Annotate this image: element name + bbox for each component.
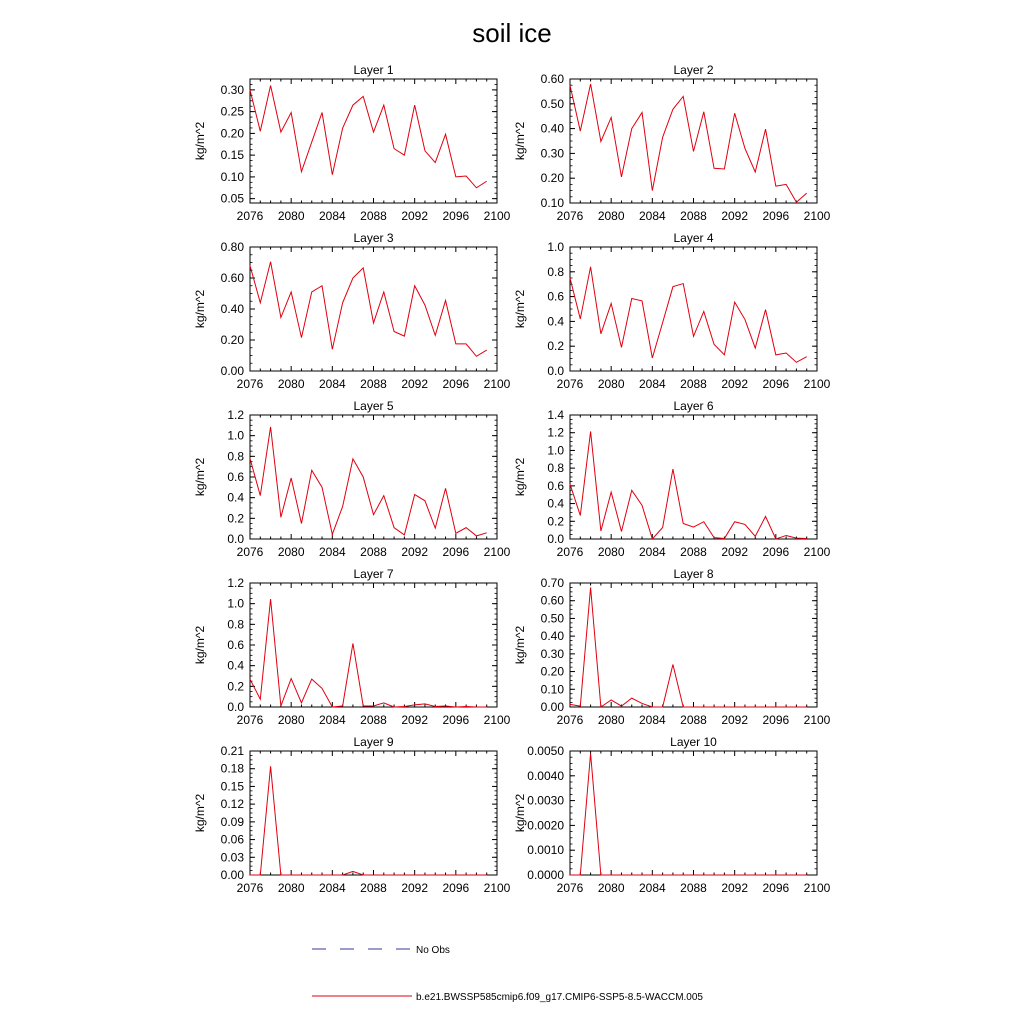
panel-grid: [193, 63, 831, 895]
x-tick-label: 2076: [556, 377, 584, 391]
panel-title: Layer 3: [353, 231, 394, 245]
y-axis-label: kg/m^2: [513, 793, 527, 833]
series-line: [250, 599, 487, 707]
x-tick-label: 2076: [556, 209, 584, 223]
x-tick-label: 2076: [236, 713, 264, 727]
y-tick-label: 0.0030: [527, 793, 564, 808]
y-tick-label: 0.8: [227, 449, 244, 464]
panel-title: Layer 2: [673, 63, 714, 77]
series-line: [250, 766, 487, 875]
figure-title: soil ice: [472, 18, 552, 48]
y-axis-label: kg/m^2: [513, 457, 527, 497]
series-line: [250, 262, 487, 357]
x-tick-label: 2096: [442, 881, 470, 895]
x-tick-label: 2076: [236, 377, 264, 391]
y-tick-label: 0.60: [540, 72, 564, 86]
y-tick-label: 0.18: [220, 761, 244, 776]
x-tick-label: 2096: [762, 881, 790, 895]
y-tick-label: 0.0010: [527, 843, 564, 858]
panel-title: Layer 1: [353, 63, 394, 77]
y-tick-label: 0.25: [220, 104, 244, 119]
y-tick-label: 0.10: [540, 196, 564, 210]
plot-frame: [570, 415, 817, 539]
panel-layer-2: [513, 63, 831, 223]
x-tick-label: 2076: [556, 881, 584, 895]
y-tick-label: 1.2: [227, 576, 244, 590]
y-tick-label: 0.4: [547, 314, 564, 329]
x-tick-label: 2076: [236, 881, 264, 895]
plot-frame: [570, 583, 817, 707]
y-tick-label: 1.4: [547, 408, 564, 422]
x-tick-label: 2100: [803, 545, 831, 559]
y-tick-label: 0.15: [220, 148, 244, 163]
y-tick-label: 0.70: [540, 576, 564, 590]
panel-layer-8: [513, 567, 831, 727]
x-tick-label: 2084: [638, 545, 666, 559]
y-tick-label: 0.10: [540, 682, 564, 697]
legend-model-label: b.e21.BWSSP585cmip6.f09_g17.CMIP6-SSP5-8.5-WACCM.005: [416, 992, 703, 1003]
x-tick-label: 2088: [360, 713, 387, 727]
panel-layer-9: [193, 735, 511, 895]
y-tick-label: 0.00: [220, 868, 244, 882]
x-tick-label: 2092: [401, 881, 429, 895]
y-tick-label: 0.15: [220, 779, 244, 794]
panel-title: Layer 5: [353, 399, 394, 413]
y-axis-label: kg/m^2: [193, 457, 207, 497]
y-tick-label: 1.0: [227, 428, 244, 443]
x-tick-label: 2080: [597, 545, 625, 559]
y-tick-label: 1.2: [227, 408, 244, 422]
x-tick-label: 2096: [442, 209, 470, 223]
x-tick-label: 2092: [721, 713, 749, 727]
x-tick-label: 2100: [483, 881, 511, 895]
y-tick-label: 1.0: [547, 443, 564, 458]
panel-layer-6: [513, 399, 831, 559]
y-axis-label: kg/m^2: [513, 625, 527, 665]
x-tick-label: 2088: [680, 881, 707, 895]
x-tick-label: 2084: [638, 209, 666, 223]
panel-layer-3: [193, 231, 511, 391]
x-tick-label: 2092: [401, 545, 429, 559]
x-tick-label: 2088: [680, 209, 707, 223]
y-tick-label: 0.12: [220, 797, 244, 812]
x-tick-label: 2084: [318, 881, 346, 895]
y-axis-label: kg/m^2: [193, 793, 207, 833]
plot-frame: [570, 247, 817, 371]
y-axis-label: kg/m^2: [193, 121, 207, 161]
y-tick-label: 0.2: [227, 679, 244, 694]
y-tick-label: 0.2: [547, 339, 564, 354]
x-tick-label: 2084: [318, 209, 346, 223]
y-tick-label: 0.05: [220, 191, 244, 206]
y-tick-label: 0.0040: [527, 768, 564, 783]
x-tick-label: 2096: [442, 545, 470, 559]
x-tick-label: 2084: [318, 377, 346, 391]
panel-title: Layer 7: [353, 567, 394, 581]
y-tick-label: 1.0: [227, 596, 244, 611]
y-tick-label: 0.30: [540, 146, 564, 161]
y-tick-label: 0.6: [227, 470, 244, 484]
x-tick-label: 2080: [277, 881, 305, 895]
y-tick-label: 1.0: [547, 240, 564, 254]
y-tick-label: 0.20: [540, 171, 564, 186]
x-tick-label: 2080: [597, 377, 625, 391]
x-tick-label: 2084: [318, 545, 346, 559]
y-tick-label: 0.0: [227, 700, 244, 714]
x-tick-label: 2092: [401, 713, 429, 727]
y-tick-label: 0.8: [547, 264, 564, 279]
y-tick-label: 0.40: [220, 302, 244, 316]
series-line: [250, 427, 487, 536]
y-tick-label: 0.40: [540, 629, 564, 644]
y-tick-label: 0.20: [220, 333, 244, 347]
y-tick-label: 0.6: [547, 289, 564, 304]
x-tick-label: 2080: [597, 713, 625, 727]
x-tick-label: 2100: [803, 881, 831, 895]
legend: [312, 945, 703, 1003]
x-tick-label: 2088: [360, 377, 387, 391]
x-tick-label: 2080: [277, 209, 305, 223]
panel-layer-1: [193, 63, 511, 223]
y-tick-label: 0.10: [220, 169, 244, 184]
x-tick-label: 2088: [680, 713, 707, 727]
series-line: [570, 753, 807, 875]
x-tick-label: 2076: [236, 209, 264, 223]
y-tick-label: 0.00: [540, 700, 564, 714]
x-tick-label: 2088: [360, 881, 387, 895]
y-axis-label: kg/m^2: [513, 289, 527, 329]
y-axis-label: kg/m^2: [193, 289, 207, 329]
y-tick-label: 0.20: [540, 664, 564, 679]
x-tick-label: 2100: [803, 209, 831, 223]
x-tick-label: 2076: [236, 545, 264, 559]
x-tick-label: 2084: [638, 881, 666, 895]
x-tick-label: 2092: [401, 209, 429, 223]
y-tick-label: 0.60: [540, 593, 564, 608]
y-tick-label: 0.0: [227, 532, 244, 546]
panel-layer-5: [193, 399, 511, 559]
panel-title: Layer 4: [673, 231, 714, 245]
y-tick-label: 0.03: [220, 850, 244, 865]
panel-title: Layer 6: [673, 399, 714, 413]
x-tick-label: 2080: [277, 377, 305, 391]
x-tick-label: 2080: [597, 209, 625, 223]
y-tick-label: 0.8: [547, 461, 564, 476]
legend-obs-label: No Obs: [416, 945, 450, 956]
y-tick-label: 1.2: [547, 425, 564, 440]
y-tick-label: 0.0000: [527, 868, 564, 882]
x-tick-label: 2088: [680, 377, 707, 391]
x-tick-label: 2092: [721, 881, 749, 895]
x-tick-label: 2092: [721, 545, 749, 559]
plot-frame: [250, 415, 497, 539]
x-tick-label: 2100: [803, 377, 831, 391]
x-tick-label: 2100: [483, 545, 511, 559]
plot-frame: [570, 751, 817, 875]
y-tick-label: 0.2: [547, 514, 564, 529]
y-tick-label: 0.0: [547, 532, 564, 546]
x-tick-label: 2100: [483, 713, 511, 727]
y-tick-label: 0.09: [220, 814, 244, 829]
panel-title: Layer 8: [673, 567, 714, 581]
y-tick-label: 0.60: [220, 271, 244, 285]
y-tick-label: 0.21: [220, 744, 244, 758]
x-tick-label: 2076: [556, 545, 584, 559]
plot-frame: [570, 79, 817, 203]
y-tick-label: 0.50: [540, 96, 564, 111]
x-tick-label: 2096: [762, 545, 790, 559]
y-tick-label: 0.30: [540, 646, 564, 661]
panel-layer-7: [193, 567, 511, 727]
y-tick-label: 0.6: [547, 478, 564, 493]
x-tick-label: 2084: [638, 713, 666, 727]
x-tick-label: 2092: [401, 377, 429, 391]
x-tick-label: 2088: [360, 545, 387, 559]
x-tick-label: 2096: [762, 377, 790, 391]
y-tick-label: 0.0020: [527, 818, 564, 833]
y-tick-label: 0.0: [547, 364, 564, 378]
y-axis-label: kg/m^2: [513, 121, 527, 161]
x-tick-label: 2080: [277, 713, 305, 727]
x-tick-label: 2100: [803, 713, 831, 727]
panel-layer-10: [513, 735, 831, 895]
panel-title: Layer 9: [353, 735, 394, 749]
plot-frame: [250, 751, 497, 875]
y-tick-label: 0.50: [540, 611, 564, 626]
y-tick-label: 0.6: [227, 638, 244, 652]
y-tick-label: 0.8: [227, 617, 244, 632]
x-tick-label: 2080: [277, 545, 305, 559]
x-tick-label: 2088: [680, 545, 707, 559]
plot-frame: [250, 247, 497, 371]
y-axis-label: kg/m^2: [193, 625, 207, 665]
x-tick-label: 2096: [762, 209, 790, 223]
series-line: [250, 86, 487, 188]
y-tick-label: 0.4: [227, 490, 244, 505]
x-tick-label: 2092: [721, 209, 749, 223]
y-tick-label: 0.0050: [527, 744, 564, 758]
x-tick-label: 2092: [721, 377, 749, 391]
series-line: [570, 587, 807, 707]
x-tick-label: 2088: [360, 209, 387, 223]
y-tick-label: 0.4: [547, 496, 564, 511]
x-tick-label: 2100: [483, 377, 511, 391]
y-tick-label: 0.80: [220, 240, 244, 254]
series-line: [570, 267, 807, 362]
y-tick-label: 0.2: [227, 511, 244, 526]
x-tick-label: 2096: [442, 377, 470, 391]
x-tick-label: 2076: [556, 713, 584, 727]
x-tick-label: 2084: [318, 713, 346, 727]
series-line: [570, 431, 807, 539]
x-tick-label: 2100: [483, 209, 511, 223]
x-tick-label: 2096: [442, 713, 470, 727]
y-tick-label: 0.20: [220, 126, 244, 141]
panel-title: Layer 10: [670, 735, 717, 749]
plot-frame: [250, 79, 497, 203]
x-tick-label: 2080: [597, 881, 625, 895]
y-tick-label: 0.4: [227, 658, 244, 673]
panel-layer-4: [513, 231, 831, 391]
series-line: [570, 84, 807, 202]
y-tick-label: 0.40: [540, 121, 564, 136]
x-tick-label: 2084: [638, 377, 666, 391]
y-tick-label: 0.00: [220, 364, 244, 378]
y-tick-label: 0.30: [220, 82, 244, 97]
y-tick-label: 0.06: [220, 832, 244, 847]
x-tick-label: 2096: [762, 713, 790, 727]
